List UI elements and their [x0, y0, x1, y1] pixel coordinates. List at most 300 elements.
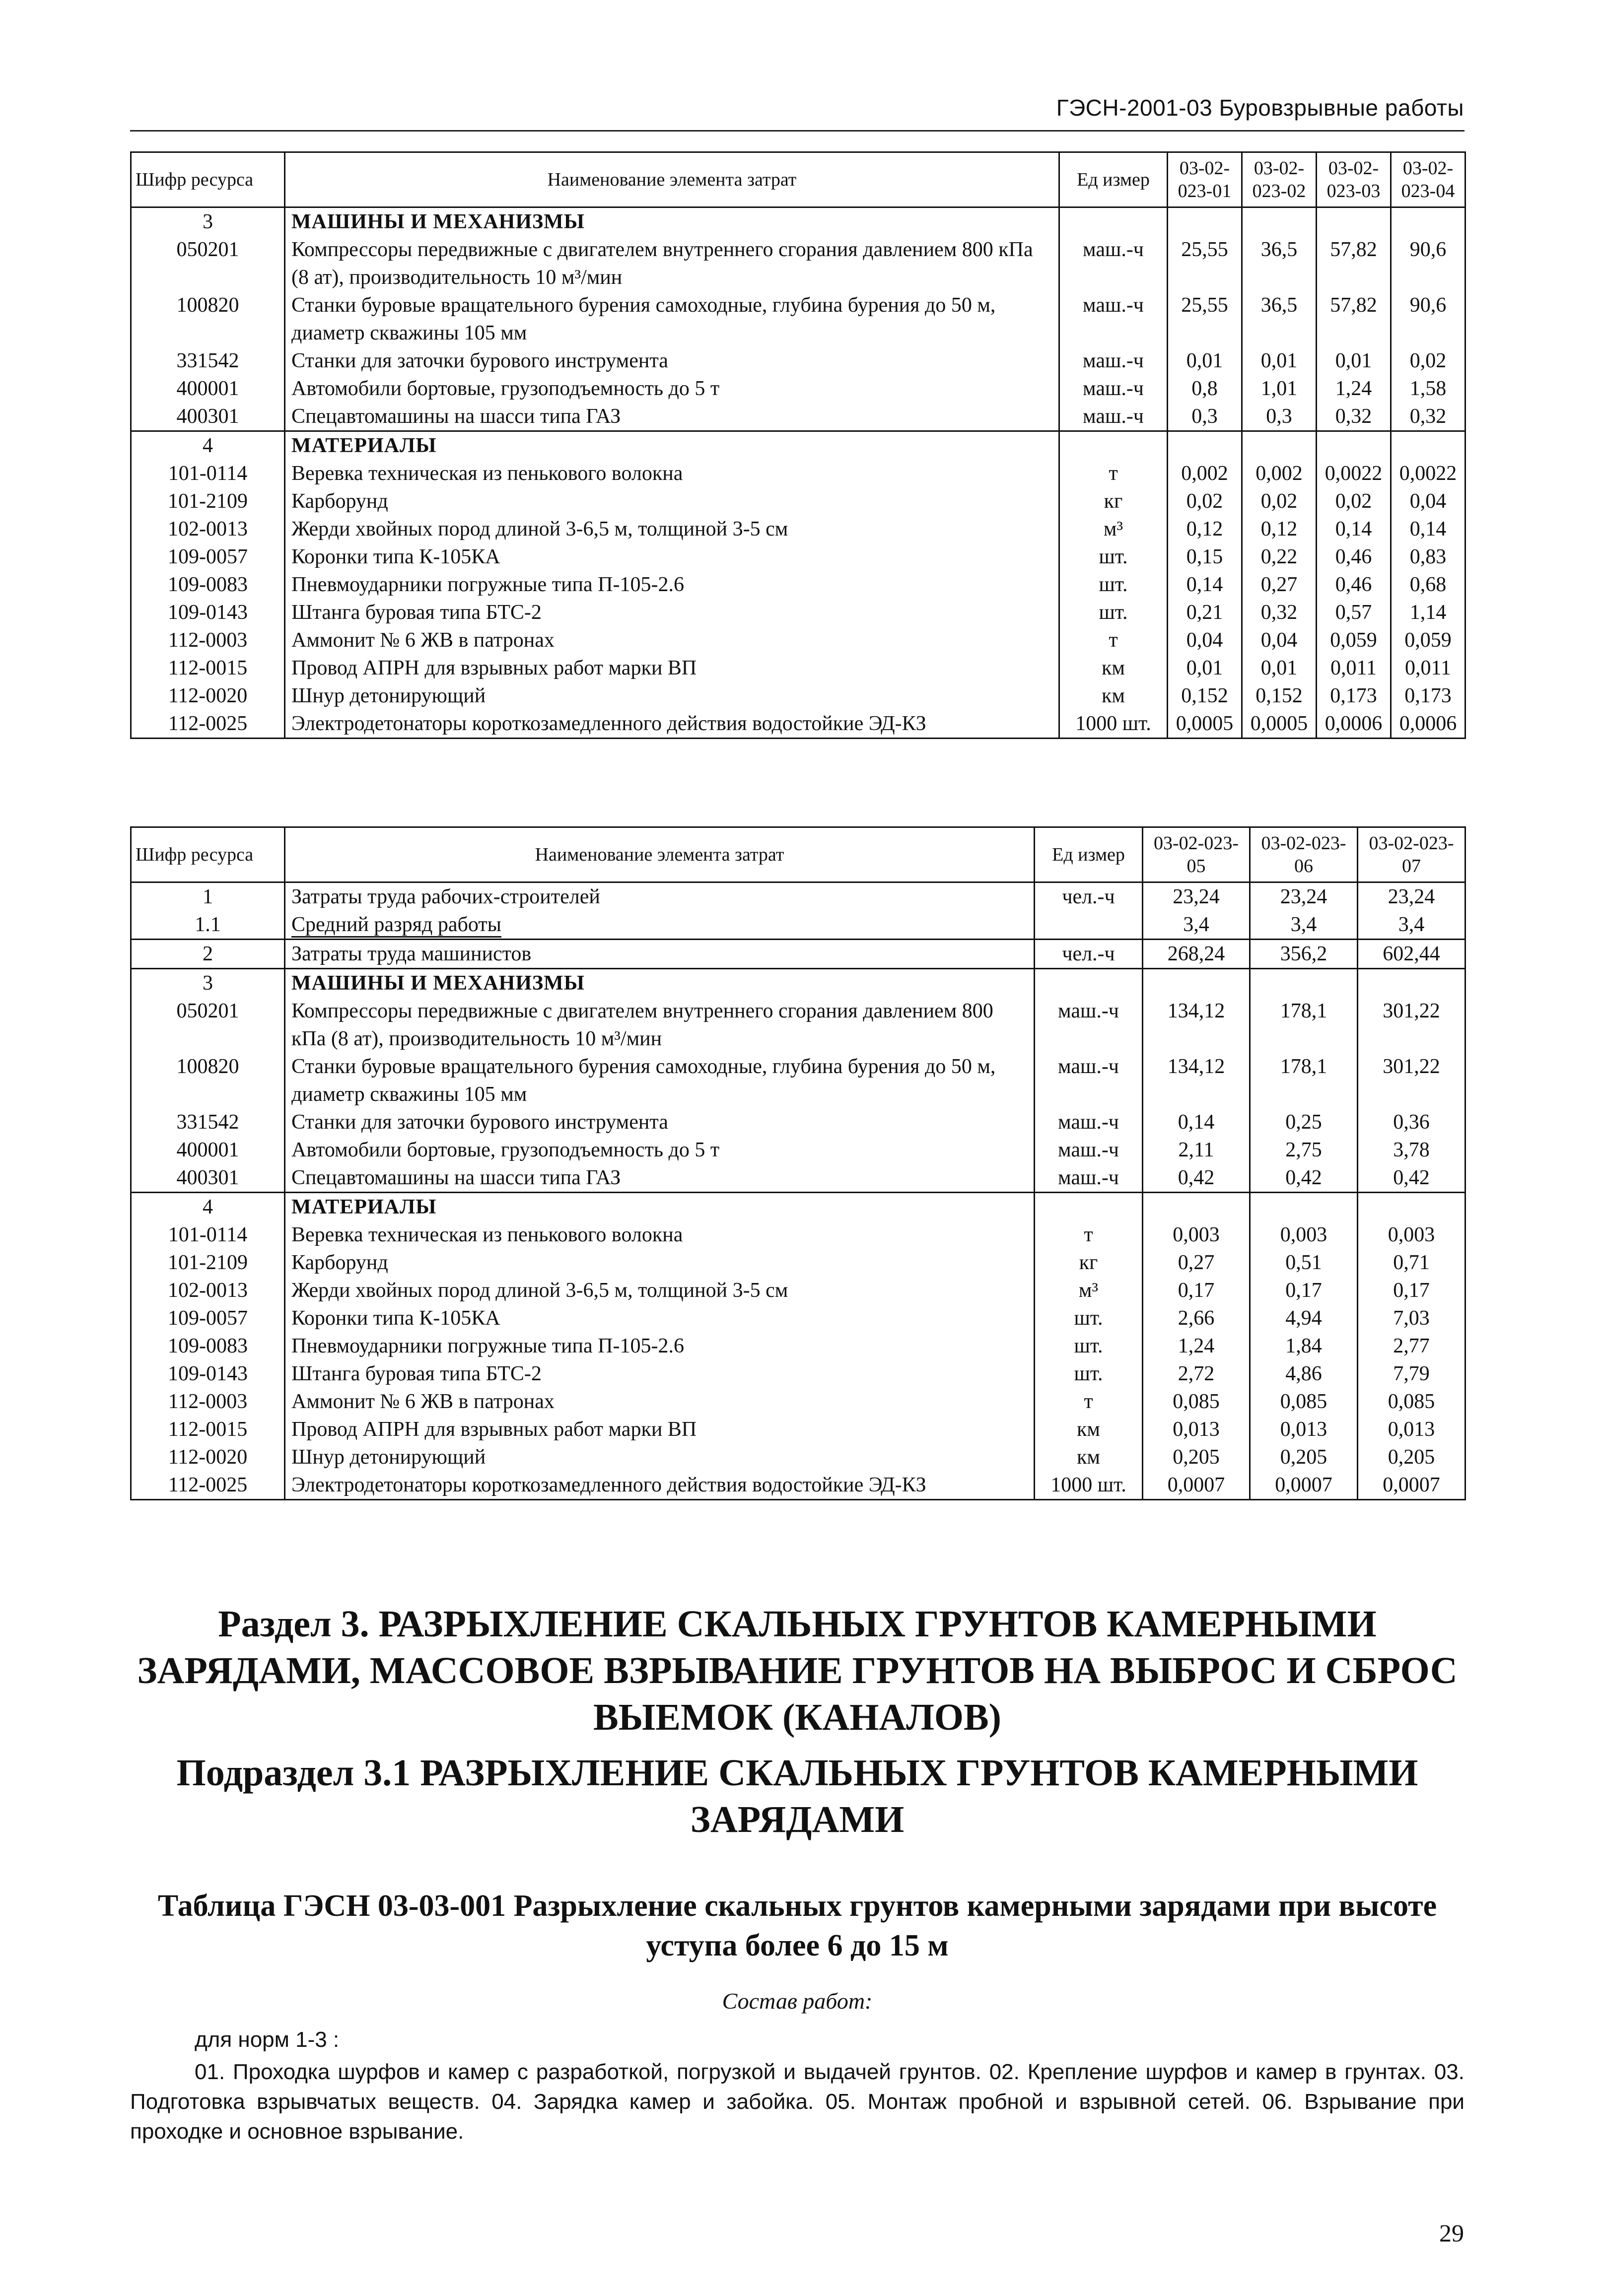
table-row [131, 1360, 1465, 1388]
resource-name: Провод АПРН для взрывных работ марки ВП [285, 1416, 1035, 1443]
work-composition-text: 01. Проходка шурфов и камер с разработкой, погрузкой и выдачей грунтов. 02. Крепление шурфов и камер в грунтах. 03. Подготовка взрывчатых веществ. 04. Зарядка камер и забойка. 05. Монтаж пробной и взрывной сетей. 06. Взрывание при проходке и основное взрывание. [130, 2060, 1465, 2144]
resource-code: 109-0143 [131, 599, 285, 626]
resource-name: Штанга буровая типа БТС-2 [285, 599, 1059, 626]
norm-value: 356,2 [1250, 940, 1358, 969]
resource-name: Пневмоударники погружные типа П-105-2.6 [285, 1332, 1035, 1360]
unit-cell: км [1035, 1416, 1143, 1443]
norm-value [1317, 207, 1391, 236]
unit-cell: км [1059, 682, 1168, 710]
norm-value: 7,79 [1358, 1360, 1465, 1388]
norm-value: 0,3 [1168, 403, 1242, 431]
unit-cell: шт. [1035, 1332, 1143, 1360]
norm-value [1391, 431, 1465, 460]
table-body [131, 207, 1465, 739]
norm-value [1168, 431, 1242, 460]
norm-value: 0,51 [1250, 1249, 1358, 1277]
norm-value: 0,3 [1242, 403, 1317, 431]
table-row [131, 1164, 1465, 1193]
norm-value: 268,24 [1143, 940, 1250, 969]
table-heading: Таблица ГЭСН 03-03-001 Разрыхление скальных грунтов камерными зарядами при высоте уступа более 6 до 15 м [157, 1889, 1437, 1962]
table-row [131, 1221, 1465, 1249]
resource-code: 3 [131, 969, 285, 998]
resource-name: Электродетонаторы короткозамедленного действия водостойкие ЭД-КЗ [285, 710, 1059, 739]
unit-cell [1059, 207, 1168, 236]
norm-value: 2,11 [1143, 1136, 1250, 1164]
resource-code: 4 [131, 431, 285, 460]
norm-value: 0,205 [1143, 1443, 1250, 1471]
norm-value: 0,17 [1250, 1277, 1358, 1304]
table-row [131, 1443, 1465, 1471]
table-row [131, 291, 1465, 347]
unit-cell [1035, 1193, 1143, 1221]
norm-value: 602,44 [1358, 940, 1465, 969]
resource-name: Компрессоры передвижные с двигателем внутреннего сгорания давлением 800 кПа (8 ат), производительность 10 м³/мин [285, 997, 1035, 1053]
table-row [131, 1053, 1465, 1108]
resource-code: 109-0057 [131, 543, 285, 571]
norm-value: 0,0005 [1242, 710, 1317, 739]
norm-value: 0,02 [1317, 487, 1391, 515]
composition-label: Состав работ: [722, 1988, 873, 2014]
norm-value: 0,04 [1391, 487, 1465, 515]
resource-code: 109-0083 [131, 1332, 285, 1360]
unit-cell: т [1035, 1388, 1143, 1416]
header-name: Наименование элемента затрат [285, 152, 1059, 207]
unit-cell: маш.-ч [1035, 1108, 1143, 1136]
resource-code: 101-2109 [131, 1249, 285, 1277]
unit-cell: км [1035, 1443, 1143, 1471]
norm-value: 0,14 [1391, 515, 1465, 543]
norm-value: 2,75 [1250, 1136, 1358, 1164]
norm-value: 0,152 [1168, 682, 1242, 710]
table-row [131, 403, 1465, 431]
resource-code: 101-0114 [131, 1221, 285, 1249]
norm-value: 1,84 [1250, 1332, 1358, 1360]
norm-value: 0,71 [1358, 1249, 1465, 1277]
norm-value: 0,01 [1317, 347, 1391, 375]
norm-value: 0,14 [1168, 571, 1242, 599]
norm-value [1358, 1193, 1465, 1221]
norm-value: 3,4 [1250, 911, 1358, 940]
norm-value: 0,0006 [1391, 710, 1465, 739]
resource-code: 112-0003 [131, 1388, 285, 1416]
norm-value: 0,12 [1242, 515, 1317, 543]
norm-value: 0,0006 [1317, 710, 1391, 739]
resource-code: 109-0143 [131, 1360, 285, 1388]
page-number: 29 [1439, 2219, 1464, 2247]
unit-cell: маш.-ч [1059, 236, 1168, 291]
table-row [131, 911, 1465, 940]
norm-value [1391, 207, 1465, 236]
table-row [131, 1249, 1465, 1277]
norm-value: 57,82 [1317, 236, 1391, 291]
norm-value: 0,002 [1168, 460, 1242, 487]
table-row [131, 626, 1465, 654]
table-row [131, 710, 1465, 739]
table-row [131, 1108, 1465, 1136]
resource-code: 100820 [131, 1053, 285, 1108]
resource-name: Затраты труда машинистов [285, 940, 1035, 969]
norm-value [1143, 1193, 1250, 1221]
section-title: МАШИНЫ И МЕХАНИЗМЫ [285, 207, 1059, 236]
norm-value: 0,085 [1250, 1388, 1358, 1416]
resource-code: 400001 [131, 1136, 285, 1164]
section-row [131, 207, 1465, 236]
norm-value: 36,5 [1242, 291, 1317, 347]
section-title: МАТЕРИАЛЫ [285, 1193, 1035, 1221]
norm-value [1250, 969, 1358, 998]
resource-name: Станки буровые вращательного бурения самоходные, глубина бурения до 50 м, диаметр скважины 105 мм [285, 291, 1059, 347]
table-row [131, 1416, 1465, 1443]
unit-cell [1059, 431, 1168, 460]
resource-table-2 [130, 826, 1466, 1500]
norm-value: 0,152 [1242, 682, 1317, 710]
header-unit: Ед измер [1059, 152, 1168, 207]
resource-name: Пневмоударники погружные типа П-105-2.6 [285, 571, 1059, 599]
norm-value: 178,1 [1250, 1053, 1358, 1108]
resource-name: Станки буровые вращательного бурения самоходные, глубина бурения до 50 м, диаметр скважины 105 мм [285, 1053, 1035, 1108]
unit-cell: м³ [1059, 515, 1168, 543]
section-title: МАТЕРИАЛЫ [285, 431, 1059, 460]
resource-code: 400301 [131, 1164, 285, 1193]
norm-value: 0,14 [1317, 515, 1391, 543]
resource-code: 112-0020 [131, 1443, 285, 1471]
table-row [131, 1332, 1465, 1360]
resource-code: 109-0057 [131, 1304, 285, 1332]
unit-cell: шт. [1059, 599, 1168, 626]
norm-value: 0,42 [1358, 1164, 1465, 1193]
unit-cell: маш.-ч [1059, 375, 1168, 403]
norm-value: 301,22 [1358, 1053, 1465, 1108]
resource-name: Шнур детонирующий [285, 682, 1059, 710]
table-row [131, 1277, 1465, 1304]
norm-value: 0,02 [1242, 487, 1317, 515]
resource-code: 4 [131, 1193, 285, 1221]
unit-cell: чел.-ч [1035, 882, 1143, 911]
norm-value: 0,013 [1250, 1416, 1358, 1443]
norm-value: 0,01 [1168, 654, 1242, 682]
unit-cell: шт. [1035, 1360, 1143, 1388]
norm-value: 0,059 [1317, 626, 1391, 654]
norm-value: 0,68 [1391, 571, 1465, 599]
header-code: Шифр ресурса [131, 152, 285, 207]
norm-value: 25,55 [1168, 291, 1242, 347]
unit-cell: маш.-ч [1059, 291, 1168, 347]
table-row [131, 882, 1465, 911]
header-norm-col: 03-02-023-01 [1168, 152, 1242, 207]
norm-value: 0,0022 [1391, 460, 1465, 487]
section-row [131, 431, 1465, 460]
table-row [131, 515, 1465, 543]
norm-value: 0,22 [1242, 543, 1317, 571]
resource-name: Автомобили бортовые, грузоподъемность до 5 т [285, 1136, 1035, 1164]
unit-cell: маш.-ч [1059, 347, 1168, 375]
table-row [131, 1471, 1465, 1500]
norm-value: 2,72 [1143, 1360, 1250, 1388]
resource-code: 3 [131, 207, 285, 236]
resource-name: Аммонит № 6 ЖВ в патронах [285, 1388, 1035, 1416]
norm-value: 0,12 [1168, 515, 1242, 543]
header-norm-col: 03-02-023-04 [1391, 152, 1465, 207]
table-row [131, 997, 1465, 1053]
norm-value: 4,86 [1250, 1360, 1358, 1388]
resource-code: 112-0003 [131, 626, 285, 654]
resource-name: Компрессоры передвижные с двигателем внутреннего сгорания давлением 800 кПа (8 ат), производительность 10 м³/мин [285, 236, 1059, 291]
unit-cell [1035, 969, 1143, 998]
section-row [131, 969, 1465, 998]
table-row [131, 487, 1465, 515]
resource-name [285, 911, 1035, 940]
norm-value: 0,0007 [1250, 1471, 1358, 1500]
resource-name: Спецавтомашины на шасси типа ГАЗ [285, 403, 1059, 431]
norm-value [1242, 207, 1317, 236]
norm-value: 0,01 [1242, 347, 1317, 375]
norm-value: 0,25 [1250, 1108, 1358, 1136]
resource-name: Аммонит № 6 ЖВ в патронах [285, 626, 1059, 654]
norm-value: 0,0007 [1143, 1471, 1250, 1500]
unit-cell: маш.-ч [1035, 1053, 1143, 1108]
table-body [131, 882, 1465, 1500]
norm-value: 134,12 [1143, 997, 1250, 1053]
section-title: МАШИНЫ И МЕХАНИЗМЫ [285, 969, 1035, 998]
norm-value: 25,55 [1168, 236, 1242, 291]
section-row [131, 1193, 1465, 1221]
norm-value: 3,78 [1358, 1136, 1465, 1164]
resource-code: 050201 [131, 997, 285, 1053]
norm-value: 7,03 [1358, 1304, 1465, 1332]
norm-value: 4,94 [1250, 1304, 1358, 1332]
norm-value: 0,15 [1168, 543, 1242, 571]
resource-name: Спецавтомашины на шасси типа ГАЗ [285, 1164, 1035, 1193]
resource-code: 1.1 [131, 911, 285, 940]
norm-value: 23,24 [1143, 882, 1250, 911]
resource-name: Жерди хвойных пород длиной 3-6,5 м, толщиной 3-5 см [285, 515, 1059, 543]
for-norms-label: для норм 1-3 : [195, 2027, 340, 2052]
unit-cell: кг [1035, 1249, 1143, 1277]
norm-value [1143, 969, 1250, 998]
norm-value: 0,059 [1391, 626, 1465, 654]
norm-value: 1,01 [1242, 375, 1317, 403]
norm-value: 0,02 [1391, 347, 1465, 375]
resource-name: Веревка техническая из пенькового волокна [285, 1221, 1035, 1249]
header-name: Наименование элемента затрат [285, 827, 1035, 882]
resource-code: 2 [131, 940, 285, 969]
norm-value: 23,24 [1250, 882, 1358, 911]
resource-name: Станки для заточки бурового инструмента [285, 1108, 1035, 1136]
norm-value: 0,173 [1317, 682, 1391, 710]
subsection-heading: Подраздел 3.1 РАЗРЫХЛЕНИЕ СКАЛЬНЫХ ГРУНТОВ КАМЕРНЫМИ ЗАРЯДАМИ [176, 1752, 1418, 1840]
unit-cell: т [1035, 1221, 1143, 1249]
norm-value: 0,0022 [1317, 460, 1391, 487]
norm-value: 0,003 [1143, 1221, 1250, 1249]
resource-code: 109-0083 [131, 571, 285, 599]
unit-cell: чел.-ч [1035, 940, 1143, 969]
document-header: ГЭСН-2001-03 Буровзрывные работы [1056, 95, 1464, 121]
resource-code: 331542 [131, 347, 285, 375]
norm-value: 0,83 [1391, 543, 1465, 571]
resource-code: 112-0025 [131, 710, 285, 739]
norm-value: 0,36 [1358, 1108, 1465, 1136]
norm-value: 0,04 [1168, 626, 1242, 654]
resource-code: 400001 [131, 375, 285, 403]
resource-code: 112-0025 [131, 1471, 285, 1500]
resource-code: 400301 [131, 403, 285, 431]
norm-value: 3,4 [1143, 911, 1250, 940]
norm-value: 0,0005 [1168, 710, 1242, 739]
resource-code: 1 [131, 882, 285, 911]
resource-name: Карборунд [285, 487, 1059, 515]
resource-name: Затраты труда рабочих-строителей [285, 882, 1035, 911]
resource-code: 102-0013 [131, 515, 285, 543]
header-unit: Ед измер [1035, 827, 1143, 882]
norm-value: 1,14 [1391, 599, 1465, 626]
unit-cell: т [1059, 460, 1168, 487]
norm-value: 0,42 [1143, 1164, 1250, 1193]
table-row [131, 682, 1465, 710]
norm-value: 0,003 [1358, 1221, 1465, 1249]
unit-cell [1035, 911, 1143, 940]
unit-cell: кг [1059, 487, 1168, 515]
norm-value: 0,01 [1168, 347, 1242, 375]
resource-name: Автомобили бортовые, грузоподъемность до 5 т [285, 375, 1059, 403]
norm-value: 0,32 [1317, 403, 1391, 431]
norm-value: 1,24 [1317, 375, 1391, 403]
resource-name: Провод АПРН для взрывных работ марки ВП [285, 654, 1059, 682]
unit-cell: 1000 шт. [1035, 1471, 1143, 1500]
table-row [131, 543, 1465, 571]
header-norm-col: 03-02-023-07 [1358, 827, 1465, 882]
norm-value: 0,011 [1317, 654, 1391, 682]
norm-value: 23,24 [1358, 882, 1465, 911]
resource-code: 102-0013 [131, 1277, 285, 1304]
resource-code: 101-2109 [131, 487, 285, 515]
header-code: Шифр ресурса [131, 827, 285, 882]
table-row [131, 571, 1465, 599]
norm-value: 134,12 [1143, 1053, 1250, 1108]
norm-value: 0,27 [1242, 571, 1317, 599]
unit-cell: 1000 шт. [1059, 710, 1168, 739]
resource-table-1 [130, 151, 1466, 739]
norm-value: 0,17 [1143, 1277, 1250, 1304]
table-row [131, 236, 1465, 291]
resource-code: 050201 [131, 236, 285, 291]
resource-code: 112-0020 [131, 682, 285, 710]
unit-cell: маш.-ч [1059, 403, 1168, 431]
resource-name-text: Средний разряд работы [291, 913, 501, 938]
resource-name: Веревка техническая из пенькового волокна [285, 460, 1059, 487]
norm-value: 178,1 [1250, 997, 1358, 1053]
section-heading: Раздел 3. РАЗРЫХЛЕНИЕ СКАЛЬНЫХ ГРУНТОВ КАМЕРНЫМИ ЗАРЯДАМИ, МАССОВОЕ ВЗРЫВАНИЕ ГРУНТОВ НА ВЫБРОС И СБРОС ВЫЕМОК (КАНАЛОВ) [137, 1603, 1458, 1738]
unit-cell: м³ [1035, 1277, 1143, 1304]
norm-value: 0,14 [1143, 1108, 1250, 1136]
unit-cell: шт. [1035, 1304, 1143, 1332]
header-rule [130, 130, 1465, 132]
norm-value [1168, 207, 1242, 236]
norm-value: 0,42 [1250, 1164, 1358, 1193]
resource-code: 112-0015 [131, 1416, 285, 1443]
norm-value: 90,6 [1391, 291, 1465, 347]
norm-value: 0,013 [1358, 1416, 1465, 1443]
norm-value: 301,22 [1358, 997, 1465, 1053]
resource-name: Штанга буровая типа БТС-2 [285, 1360, 1035, 1388]
unit-cell: т [1059, 626, 1168, 654]
unit-cell: шт. [1059, 571, 1168, 599]
resource-code: 112-0015 [131, 654, 285, 682]
unit-cell: маш.-ч [1035, 1164, 1143, 1193]
resource-name: Коронки типа К-105КА [285, 1304, 1035, 1332]
norm-value: 0,46 [1317, 571, 1391, 599]
table-row [131, 347, 1465, 375]
table-row [131, 599, 1465, 626]
norm-value: 3,4 [1358, 911, 1465, 940]
norm-value: 0,17 [1358, 1277, 1465, 1304]
table-row [131, 1388, 1465, 1416]
table-row [131, 1136, 1465, 1164]
resource-code: 100820 [131, 291, 285, 347]
norm-value: 0,8 [1168, 375, 1242, 403]
norm-value: 0,205 [1250, 1443, 1358, 1471]
header-norm-col: 03-02-023-03 [1317, 152, 1391, 207]
norm-value: 36,5 [1242, 236, 1317, 291]
norm-value [1358, 969, 1465, 998]
norm-value: 1,24 [1143, 1332, 1250, 1360]
resource-name: Коронки типа К-105КА [285, 543, 1059, 571]
table-row [131, 1304, 1465, 1332]
norm-value: 2,66 [1143, 1304, 1250, 1332]
norm-value: 0,32 [1391, 403, 1465, 431]
norm-value: 0,003 [1250, 1221, 1358, 1249]
resource-name: Шнур детонирующий [285, 1443, 1035, 1471]
norm-value: 0,01 [1242, 654, 1317, 682]
header-norm-col: 03-02-023-02 [1242, 152, 1317, 207]
norm-value: 0,04 [1242, 626, 1317, 654]
norm-value: 1,58 [1391, 375, 1465, 403]
resource-name: Станки для заточки бурового инструмента [285, 347, 1059, 375]
section-row [131, 940, 1465, 969]
norm-value: 0,085 [1358, 1388, 1465, 1416]
unit-cell: маш.-ч [1035, 1136, 1143, 1164]
norm-value: 0,32 [1242, 599, 1317, 626]
unit-cell: шт. [1059, 543, 1168, 571]
table-row [131, 375, 1465, 403]
table-row [131, 654, 1465, 682]
resource-code: 101-0114 [131, 460, 285, 487]
norm-value: 2,77 [1358, 1332, 1465, 1360]
resource-code: 331542 [131, 1108, 285, 1136]
resource-name: Карборунд [285, 1249, 1035, 1277]
norm-value [1250, 1193, 1358, 1221]
resource-name: Электродетонаторы короткозамедленного действия водостойкие ЭД-КЗ [285, 1471, 1035, 1500]
header-norm-col: 03-02-023-05 [1143, 827, 1250, 882]
resource-name: Жерди хвойных пород длиной 3-6,5 м, толщиной 3-5 см [285, 1277, 1035, 1304]
norm-value: 0,21 [1168, 599, 1242, 626]
unit-cell: маш.-ч [1035, 997, 1143, 1053]
unit-cell: км [1059, 654, 1168, 682]
norm-value: 0,011 [1391, 654, 1465, 682]
norm-value: 0,46 [1317, 543, 1391, 571]
norm-value: 0,013 [1143, 1416, 1250, 1443]
norm-value: 57,82 [1317, 291, 1391, 347]
table-row [131, 460, 1465, 487]
norm-value: 0,57 [1317, 599, 1391, 626]
norm-value: 0,27 [1143, 1249, 1250, 1277]
header-norm-col: 03-02-023-06 [1250, 827, 1358, 882]
norm-value: 0,02 [1168, 487, 1242, 515]
norm-value: 0,0007 [1358, 1471, 1465, 1500]
norm-value: 0,002 [1242, 460, 1317, 487]
norm-value: 90,6 [1391, 236, 1465, 291]
norm-value [1242, 431, 1317, 460]
norm-value [1317, 431, 1391, 460]
